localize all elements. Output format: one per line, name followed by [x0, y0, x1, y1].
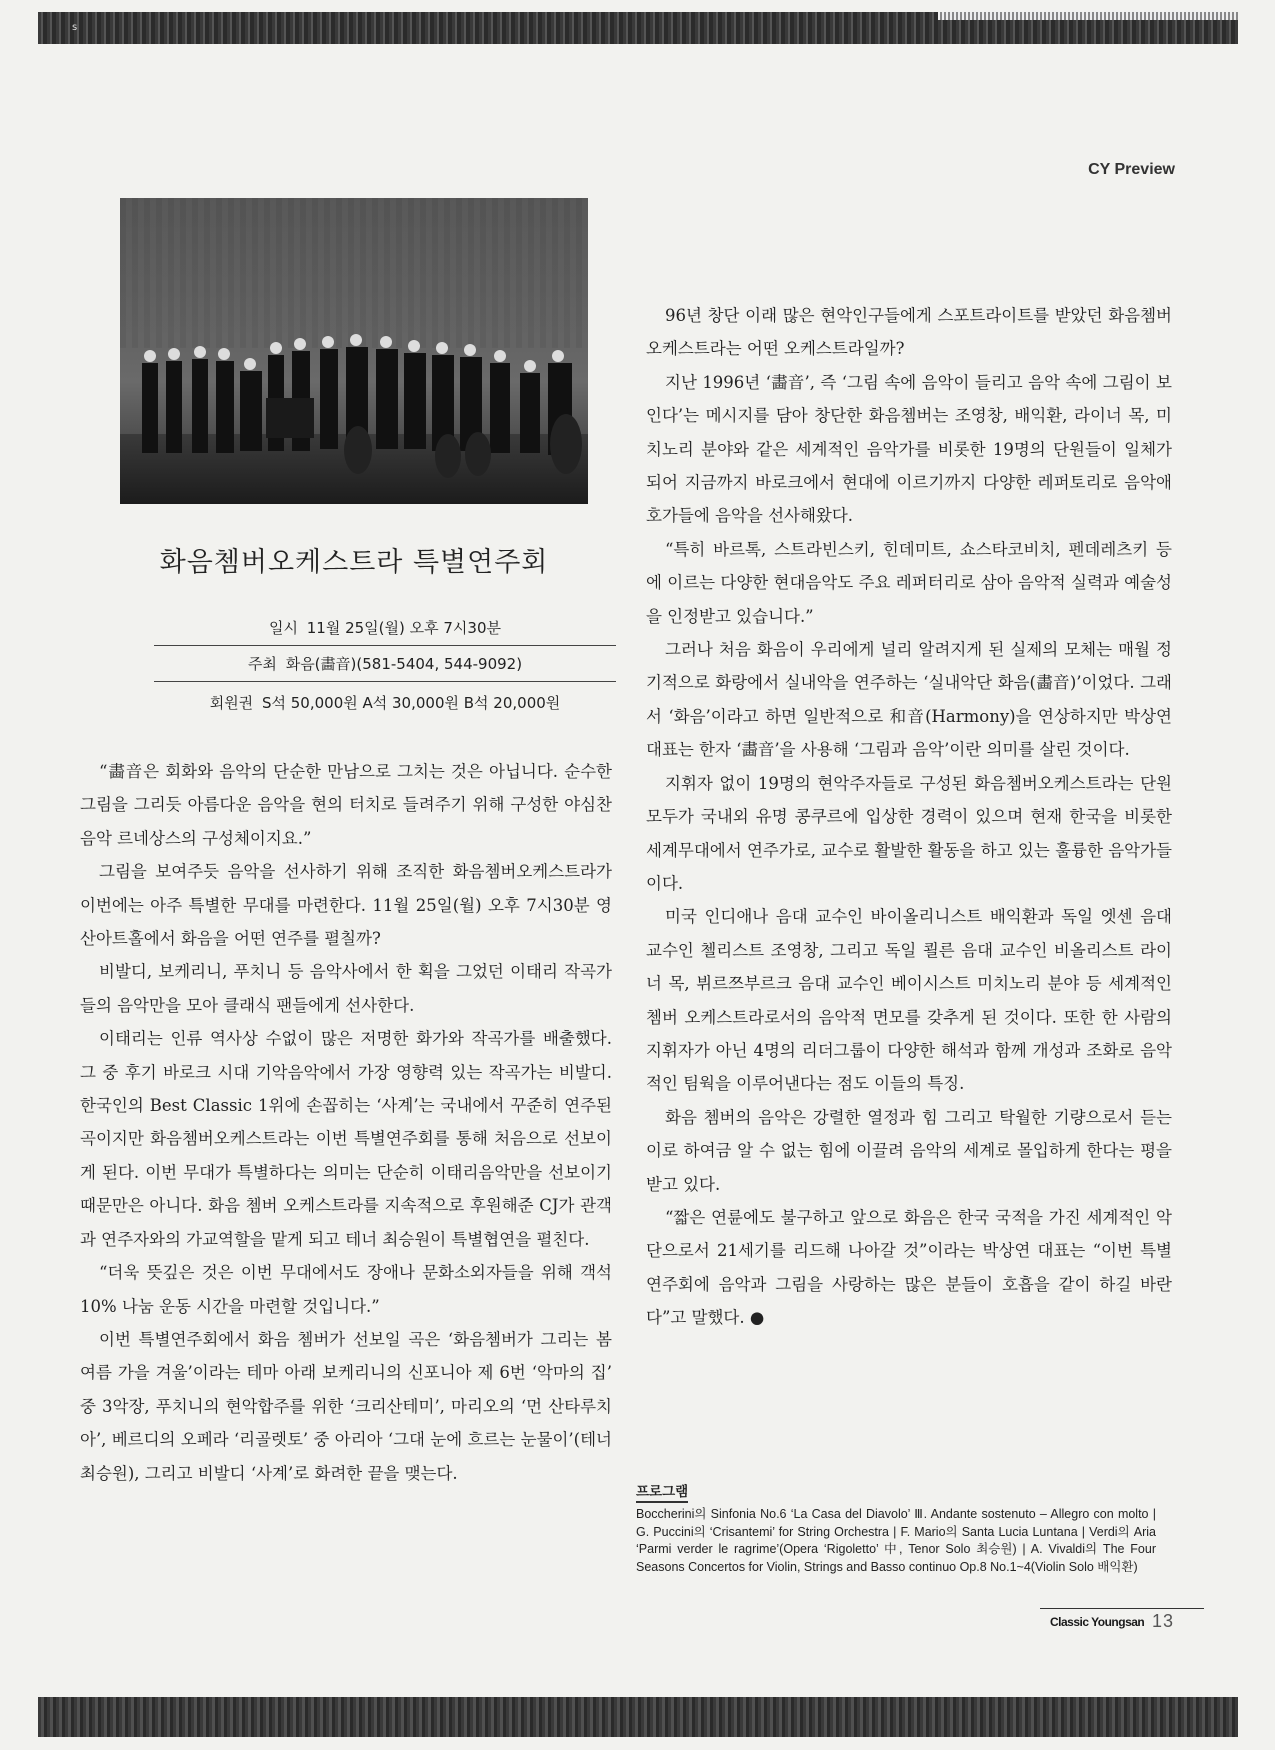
paragraph: “더욱 뜻깊은 것은 이번 무대에서도 장애나 문화소외자들을 위해 객석 10% 나눔 운동 시간을 마련할 것입니다.”: [80, 1263, 612, 1316]
performer: [376, 336, 398, 449]
paragraph: 비발디, 보케리니, 푸치니 등 음악사에서 한 획을 그었던 이태리 작곡가들의 음악만을 모아 클래식 팬들에게 선사한다.: [80, 962, 612, 1015]
performer: [142, 350, 158, 453]
program-heading: 프로그램: [636, 1480, 688, 1503]
article-left-column: [80, 755, 612, 1490]
paragraph: 96년 창단 이래 많은 현악인구들에게 스포트라이트를 받았던 화음쳄버 오케스트라는 어떤 오케스트라일까?: [646, 306, 1172, 359]
paragraph: 이태리는 인류 역사상 수없이 많은 저명한 화가와 작곡가를 배출했다. 그 중 후기 바로크 시대 기악음악에서 가장 영향력 있는 작곡가는 비발디. 한국인의 Best Classic 1위에 손꼽히는 ‘사계’는 국내에서 꾸준히 연주된 곡이지만 화음쳄버오케스트라는 이번 특별연주회를 통해 처음으로 선보이게 된다. 이번 무대가 특별하다는 의미는 단순히 이태리음악만을 선보이기 때문만은 아니다. 화음 쳄버 오케스트라를 지속적으로 후원해준 CJ가 관객과 연주자와의 가교역할을 맡게 되고 테너 최승원이 특별협연을 펼친다.: [80, 1029, 612, 1249]
host-label: 주최: [247, 655, 277, 673]
date-value: 11월 25일(월) 오후 7시30분: [306, 619, 501, 637]
performer: [166, 348, 182, 453]
event-host: [154, 653, 616, 674]
paragraph: 지난 1996년 ‘畵音’, 즉 ‘그림 속에 음악이 들리고 음악 속에 그림이 보인다’는 메시지를 담아 창단한 화음쳄버는 조영창, 배익환, 라이너 목, 미치노리 분야와 같은 세계적인 음악가를 비롯한 19명의 단원들이 일체가 되어 지금까지 바로크에서 현대에 이르기까지 다양한 레퍼토리로 음악애호가들에 음악을 선사해왔다.: [646, 372, 1172, 526]
concert-title: 화음쳄버오케스트라 특별연주회: [159, 547, 549, 578]
performer: [520, 360, 540, 453]
performer: [192, 346, 208, 453]
paragraph: 그러나 처음 화음이 우리에게 널리 알려지게 된 실제의 모체는 매월 정기적으로 화랑에서 실내악을 연주하는 ‘실내악단 화음(畵音)’이었다. 그래서 ‘화음’이라고 하면 일반적으로 和音(Harmony)을 연상하지만 박상연 대표는 한자 ‘畵音’을 사용해 ‘그림과 음악’이란 의미를 살린 것이다.: [646, 640, 1172, 760]
host-value: 화음(畵音)(581-5404, 544-9092): [285, 655, 523, 673]
performer: [240, 358, 262, 451]
article-right-column: [646, 299, 1172, 1335]
paragraph-text: “짧은 연륜에도 불구하고 앞으로 화음은 한국 국적을 가진 세계적인 악단으로서 21세기를 리드해 나아갈 것”이라는 박상연 대표는 “이번 특별연주회에 음악과 그림을 사랑하는 많은 분들이 호흡을 같이 하길 바란다”고 말했다.: [646, 1207, 1172, 1328]
page-number: 13: [1152, 1611, 1175, 1631]
paragraph: 미국 인디애나 음대 교수인 바이올리니스트 배익환과 독일 엣센 음대 교수인 첼리스트 조영창, 그리고 독일 쾰른 음대 교수인 비올리스트 라이너 목, 뷔르쯔부르크 음대 교수인 베이시스트 미치노리 분야 등 세계적인 쳄버 오케스트라로서의 음악적 면모를 갖추게 된 것이다. 또한 한 사람의 지휘자가 아닌 4명의 리더그룹이 다양한 해석과 함께 개성과 조화로 음악적인 팀웍을 이루어낸다는 점도 이들의 특징.: [646, 907, 1172, 1094]
event-date: [154, 617, 616, 638]
scan-edge-top: [38, 12, 1238, 44]
performer: [490, 350, 510, 453]
corner-mark: s: [72, 22, 78, 33]
scan-edge-bottom: [38, 1697, 1238, 1737]
divider: [154, 645, 616, 646]
divider: [154, 681, 616, 682]
program-text: Boccherini의 Sinfonia No.6 ‘La Casa del Diavolo’ Ⅲ. Andante sostenuto – Allegro con molto | G. Puccini의 ‘Crisantemi’ for String Orchestra | F. Mario의 Santa Lucia Luntana | Verdi의 Aria ‘Parmi verder le ragrime’(Opera ‘Rigoletto’ 中, Tenor Solo 최승원) | A. Vivaldi의 The Four Seasons Concertos for Violin, Strings and Basso continuo Op.8 No.1~4(Violin Solo 배익환): [636, 1507, 1156, 1575]
orchestra-photo: [120, 198, 588, 504]
paragraph: “특히 바르톡, 스트라빈스키, 힌데미트, 쇼스타코비치, 펜데레츠키 등에 이르는 다양한 현대음악도 주요 레퍼터리로 삼아 음악적 실력과 예술성을 인정받고 있습니다.”: [646, 539, 1172, 626]
end-mark-icon: ●: [749, 1308, 765, 1328]
ticket-label: 회원권: [209, 694, 254, 712]
paragraph: 그림을 보여주듯 음악을 선사하기 위해 조직한 화음쳄버오케스트라가 이번에는 아주 특별한 무대를 마련한다. 11월 25일(월) 오후 7시30분 영산아트홀에서 화음을 어떤 연주를 펼칠까?: [80, 862, 612, 949]
performer: [216, 348, 234, 453]
program-box: [636, 1480, 1156, 1577]
paragraph: 화음 쳄버의 음악은 강렬한 열정과 힘 그리고 탁월한 기량으로서 듣는 이로 하여금 알 수 없는 힘에 이끌려 음악의 세계로 몰입하게 한다는 평을 받고 있다.: [646, 1107, 1172, 1194]
date-label: 일시: [268, 619, 298, 637]
paragraph: “畵音은 회화와 음악의 단순한 만남으로 그치는 것은 아닙니다. 순수한 그림을 그리듯 아름다운 음악을 현의 터치로 들려주기 위해 구성한 야심찬 음악 르네상스의 구성체이지요.”: [80, 762, 612, 848]
performer: [404, 340, 426, 449]
page-footer: [1040, 1608, 1204, 1634]
paragraph-final: [646, 1201, 1172, 1335]
event-tickets: [154, 692, 616, 713]
section-tag: CY Preview: [1088, 161, 1175, 178]
paragraph: 지휘자 없이 19명의 현악주자들로 구성된 화음쳄버오케스트라는 단원 모두가 국내외 유명 콩쿠르에 입상한 경력이 있으며 현재 한국을 비롯한 세계무대에서 연주가로, 교수로 활발한 활동을 하고 있는 훌륭한 음악가들이다.: [646, 773, 1172, 893]
paragraph: 이번 특별연주회에서 화음 쳄버가 선보일 곡은 ‘화음쳄버가 그리는 봄 여름 가을 겨울’이라는 테마 아래 보케리니의 신포니아 제 6번 ‘악마의 집’ 중 3악장, 푸치니의 현악합주를 위한 ‘크리산테미’, 마리오의 ‘먼 산타루치아’, 베르디의 오페라 ‘리골렛토’ 중 아리아 ‘그대 눈에 흐르는 눈물이’(테너 최승원), 그리고 비발디 ‘사계’로 화려한 끝을 맺는다.: [80, 1329, 612, 1483]
magazine-brand: Classic Youngsan: [1050, 1615, 1145, 1629]
ticket-value: S석 50,000원 A석 30,000원 B석 20,000원: [261, 694, 561, 712]
performers-silhouette: [120, 198, 588, 504]
performer: [320, 336, 338, 449]
